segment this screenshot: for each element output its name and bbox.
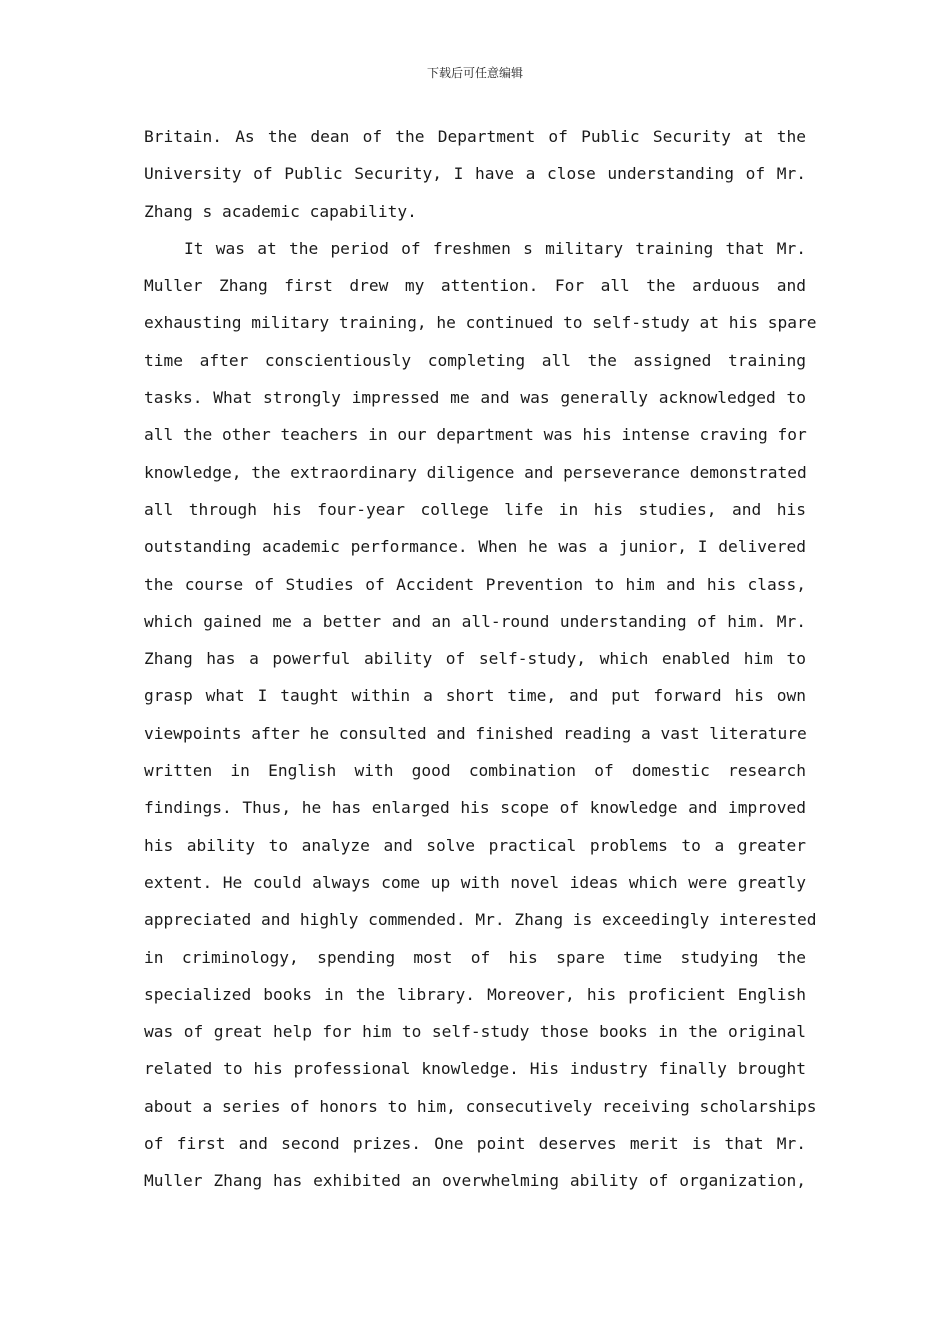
text-line: related to his professional knowledge. His industry finally brought xyxy=(144,1059,806,1079)
text-line: knowledge, the extraordinary diligence and perseverance demonstrated xyxy=(144,462,807,482)
text-line: appreciated and highly commended. Mr. Zhang is exceedingly interested xyxy=(144,910,817,930)
text-line: written in English with good combination of domestic research xyxy=(144,761,806,781)
text-line: findings. Thus, he has enlarged his scope of knowledge and improved xyxy=(144,798,806,818)
text-line: outstanding academic performance. When he was a junior, I delivered xyxy=(144,537,806,557)
text-line: of first and second prizes. One point deserves merit is that Mr. xyxy=(144,1134,806,1154)
text-line: all the other teachers in our department was his intense craving for xyxy=(144,425,807,445)
text-line: exhausting military training, he continued to self-study at his spare xyxy=(144,313,817,333)
text-line: extent. He could always come up with novel ideas which were greatly xyxy=(144,872,806,892)
text-line: Muller Zhang first drew my attention. For all the arduous and xyxy=(144,276,806,296)
text-line: all through his four-year college life in his studies, and his xyxy=(144,499,806,519)
page-header: 下载后可任意编辑 xyxy=(426,66,523,80)
text-line: his ability to analyze and solve practical problems to a greater xyxy=(144,835,806,855)
text-line: grasp what I taught within a short time, and put forward his own xyxy=(144,686,806,706)
text-line: about a series of honors to him, consecutively receiving scholarships xyxy=(144,1096,817,1116)
text-line: Britain. As the dean of the Department of Public Security at the xyxy=(144,127,806,146)
text-line: in criminology, spending most of his spare time studying the xyxy=(144,947,806,967)
text-line: time after conscientiously completing all the assigned training xyxy=(144,350,806,370)
paragraph-1 xyxy=(144,118,806,230)
text-line: specialized books in the library. Moreover, his proficient English xyxy=(144,984,806,1004)
text-line: which gained me a better and an all-round understanding of him. Mr. xyxy=(144,611,806,631)
text-line: tasks. What strongly impressed me and was generally acknowledged to xyxy=(144,388,806,408)
text-line: Zhang has a powerful ability of self-study, which enabled him to xyxy=(144,649,806,669)
paragraph-2 xyxy=(144,230,817,1200)
text-line: Muller Zhang has exhibited an overwhelming ability of organization, xyxy=(144,1171,806,1191)
text-line: It was at the period of freshmen s military training that Mr. xyxy=(184,238,806,258)
text-line: Zhang s academic capability. xyxy=(144,201,417,221)
text-line: University of Public Security, I have a close understanding of Mr. xyxy=(144,164,806,184)
text-line: was of great help for him to self-study those books in the original xyxy=(144,1022,806,1042)
text-line: the course of Studies of Accident Prevention to him and his class, xyxy=(144,574,806,594)
text-line: viewpoints after he consulted and finished reading a vast literature xyxy=(144,723,807,743)
document-body xyxy=(144,118,817,1200)
